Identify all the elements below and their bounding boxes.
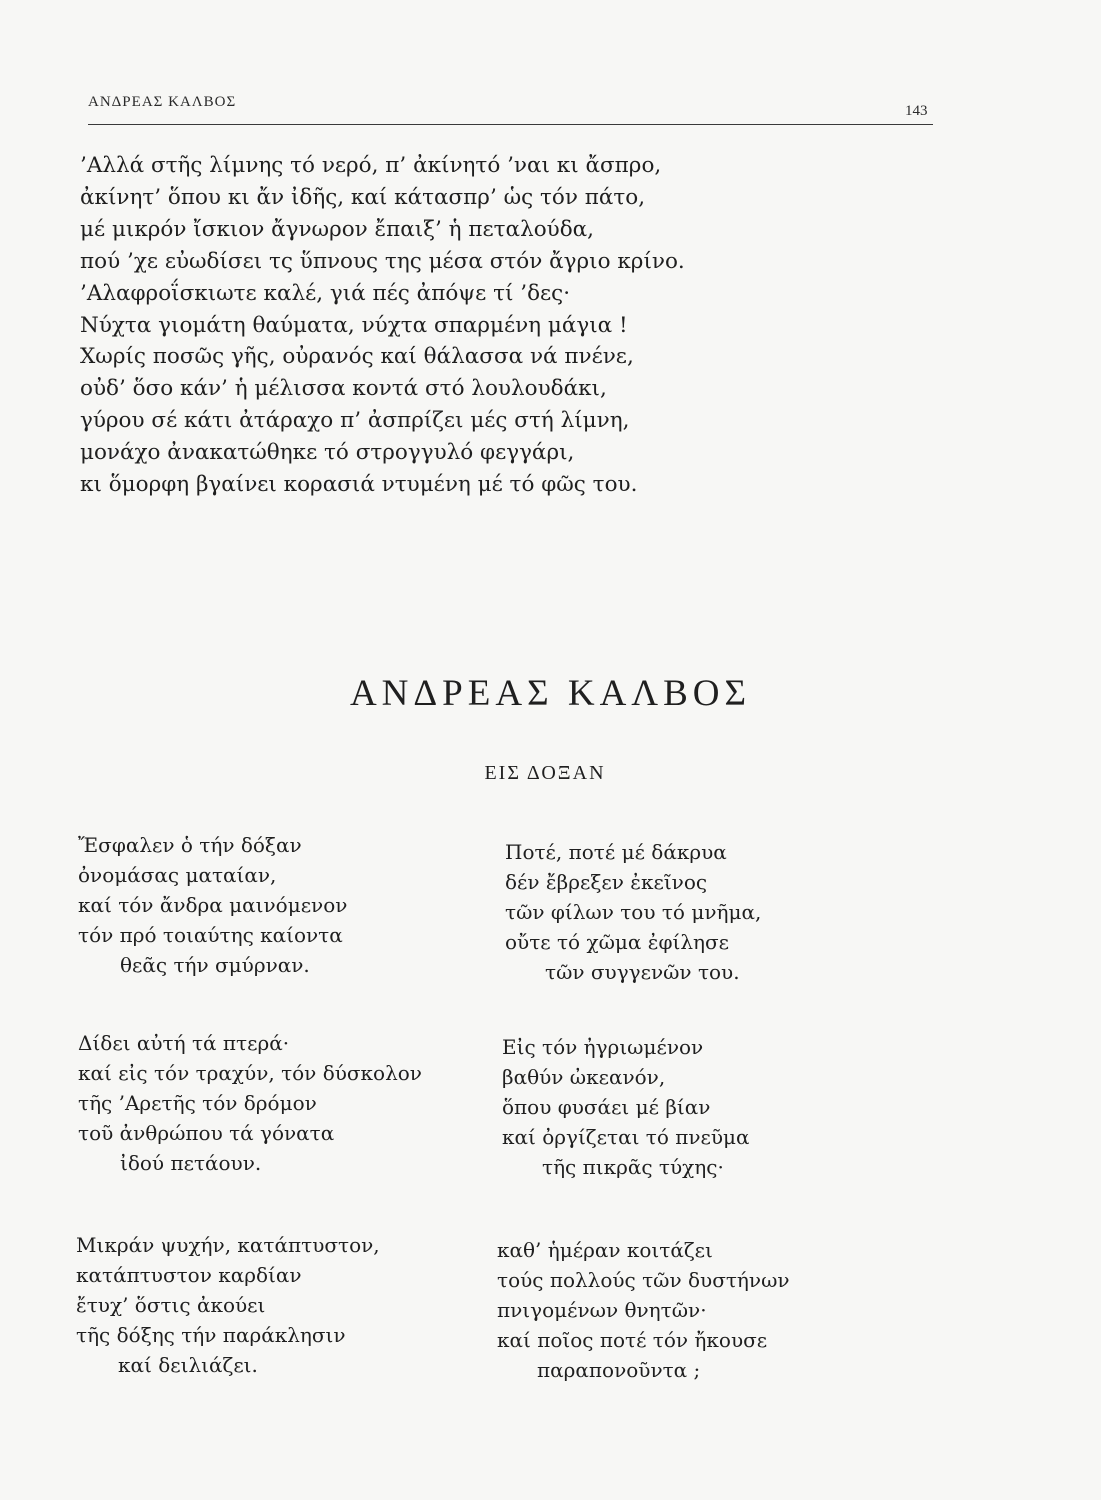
verse-line: τῶν φίλων του τό μνῆμα, [505, 900, 762, 924]
verse-line: καί δειλιάζει. [118, 1353, 258, 1377]
verse-line: Χωρίς ποσῶς γῆς, οὐρανός καί θάλασσα νά πνένε, [80, 344, 634, 370]
stanza-left-2 [78, 1028, 422, 1178]
verse-line: Εἰς τόν ἠγριωμένον [502, 1035, 704, 1059]
verse-line: τούς πολλούς τῶν δυστήνων [497, 1268, 790, 1292]
verse-line: τῆς δόξης τήν παράκλησιν [76, 1323, 346, 1347]
stanza-right-2 [502, 1032, 750, 1182]
verse-line: κατάπτυστον καρδίαν [76, 1263, 302, 1287]
poet-title: ΑΝΔΡΕΑΣ ΚΑΛΒΟΣ [349, 673, 752, 714]
verse-line: ἰδού πετάουν. [120, 1151, 262, 1175]
verse-line: Ποτέ, ποτέ μέ δάκρυα [505, 840, 727, 864]
stanza-left-1 [78, 830, 347, 980]
verse-line: πνιγομένων θνητῶν· [497, 1298, 707, 1322]
verse-line: καί ποῖος ποτέ τόν ἤκουσε [497, 1328, 768, 1352]
verse-line: τῆς πικρᾶς τύχης· [542, 1155, 724, 1179]
verse-line: τοῦ ἀνθρώπου τά γόνατα [78, 1121, 335, 1145]
verse-line: δέν ἔβρεξεν ἐκεῖνος [505, 870, 708, 894]
verse-line: καί τόν ἄνδρα μαινόμενον [78, 893, 348, 917]
verse-line: ’Αλλά στῆς λίμνης τό νερό, π’ ἀκίνητό ’ναι κι ἄσπρο, [80, 153, 662, 178]
poem-title: ΕΙΣ ΔΟΞΑΝ [484, 762, 606, 784]
verse-line: βαθύν ὠκεανόν, [502, 1065, 666, 1089]
verse-line: ’Αλαφροΐσκιωτε καλέ, γιά πές ἀπόψε τί ’δες· [80, 280, 571, 306]
verse-line: οὐδ’ ὅσο κάν’ ἡ μέλισσα κοντά στό λουλουδάκι, [80, 376, 607, 402]
verse-line: κι ὅμορφη βγαίνει κορασιά ντυμένη μέ τό φῶς του. [80, 472, 638, 498]
page-number: 143 [905, 103, 928, 119]
previous-poem-ending [80, 150, 940, 501]
verse-line: καί ὀργίζεται τό πνεῦμα [502, 1125, 750, 1149]
verse-line: παραπονοῦντα ; [537, 1358, 701, 1382]
verse-line: οὔτε τό χῶμα ἐφίλησε [505, 930, 729, 954]
running-head: ΑΝΔΡΕΑΣ ΚΑΛΒΟΣ [88, 94, 237, 110]
stanza-right-1 [505, 837, 761, 987]
verse-line: ὅπου φυσάει μέ βίαν [502, 1095, 711, 1119]
verse-line: πού ’χε εὐωδίσει τς ὕπνους της μέσα στόν ἄγριο κρίνο. [80, 248, 685, 274]
verse-line: γύρου σέ κάτι ἀτάραχο π’ ἀσπρίζει μές στή λίμνη, [80, 408, 630, 434]
verse-line: μέ μικρόν ἴσκιον ἄγνωρον ἔπαιξ’ ἡ πεταλούδα, [80, 216, 595, 242]
verse-line: καί εἰς τόν τραχύν, τόν δύσκολον [78, 1061, 422, 1085]
stanza-left-3 [76, 1230, 380, 1380]
verse-line: ἀκίνητ’ ὅπου κι ἄν ἰδῆς, καί κάτασπρ’ ὡς τόν πάτο, [80, 184, 646, 210]
verse-line: Δίδει αὐτή τά πτερά· [78, 1031, 290, 1055]
verse-line: τῆς ’Αρετῆς τόν δρόμον [78, 1091, 317, 1115]
verse-line: καθ’ ἡμέραν κοιτάζει [497, 1238, 713, 1262]
verse-line: Μικράν ψυχήν, κατάπτυστον, [76, 1233, 380, 1257]
verse-line: τόν πρό τοιαύτης καίοντα [78, 923, 343, 947]
verse-line: μονάχο ἀνακατώθηκε τό στρογγυλό φεγγάρι, [80, 440, 575, 466]
verse-line: θεᾶς τήν σμύρναν. [120, 953, 310, 977]
verse-line: ὀνομάσας ματαίαν, [78, 863, 277, 887]
header-rule [88, 124, 933, 125]
verse-line: Ἔσφαλεν ὁ τήν δόξαν [78, 833, 302, 857]
stanza-right-3 [497, 1235, 790, 1385]
verse-line: ἔτυχ’ ὅστις ἀκούει [76, 1293, 266, 1317]
verse-line: τῶν συγγενῶν του. [545, 960, 740, 984]
verse-line: Νύχτα γιομάτη θαύματα, νύχτα σπαρμένη μάγια ! [80, 312, 628, 338]
